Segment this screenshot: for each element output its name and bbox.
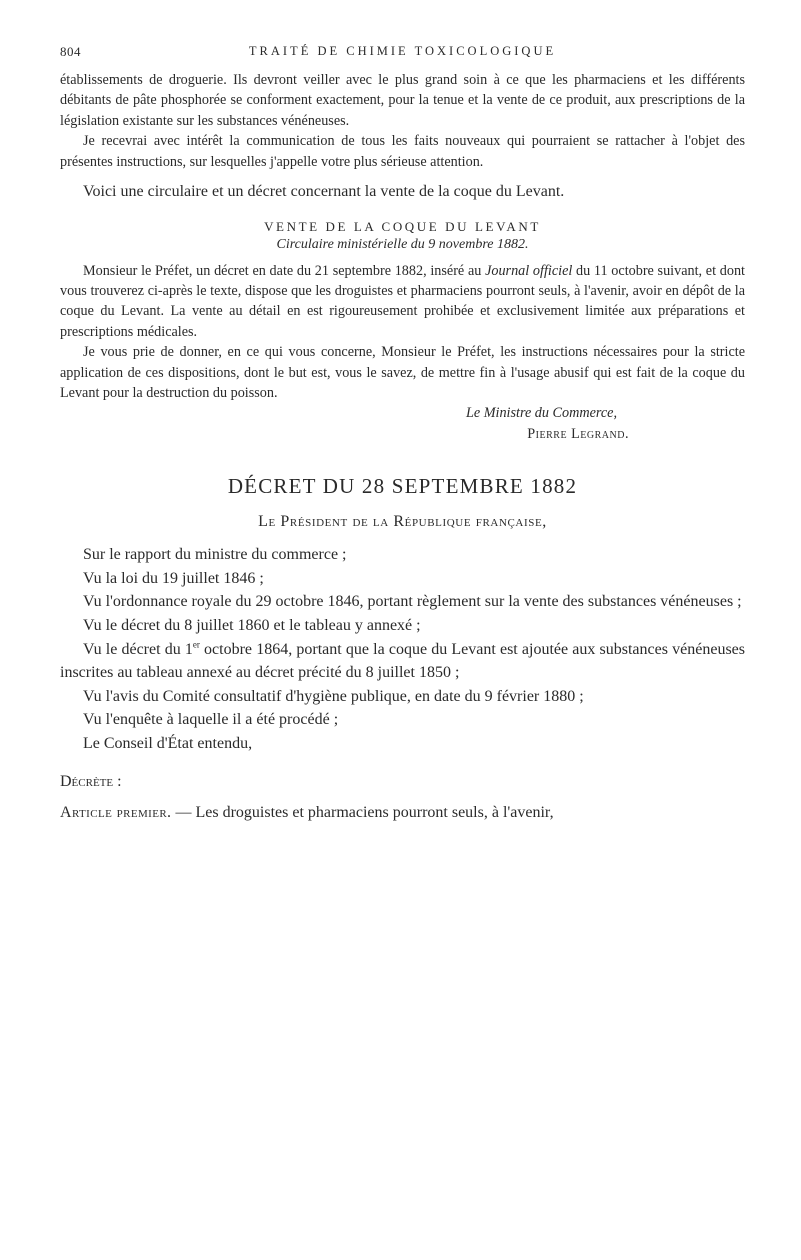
decree-title: DÉCRET DU 28 SEPTEMBRE 1882 (227, 474, 578, 499)
decree-president: Le Président de la République française, (258, 513, 547, 531)
circular-paragraph-1 (60, 261, 745, 343)
decree-line-5 (60, 638, 745, 685)
decree-article-1 (60, 801, 745, 825)
intro-paragraph-3: Voici une circulaire et un décret concernant la vente de la coque du Levant. (83, 183, 565, 201)
decree-line-5-end: octobre 1864, portant que la coque du Levant est ajoutée aux substances vénéneuses inscrites au tableau annexé au décret précité du 8 juillet 1850 ; (60, 640, 745, 682)
intro-paragraph-2: Je recevrai avec intérêt la communication de tous les faits nouveaux qui pourraient se rattacher à l'objet des présentes instructions, sur lesquelles j'appelle votre plus sérieuse attention. (60, 133, 745, 170)
signature-title: Le Ministre du Commerce, (465, 405, 617, 422)
page-body (60, 70, 745, 825)
article-label: Article premier. (60, 804, 172, 822)
decree-line-3: Vu l'ordonnance royale du 29 octobre 1846, portant règlement sur la vente des substances vénéneuses ; (83, 593, 742, 611)
decree-line-5-sup: er (192, 639, 200, 650)
signature-name: Pierre Legrand. (527, 425, 629, 442)
circular-paragraph-2: Je vous prie de donner, en ce qui vous concerne, Monsieur le Préfet, les instructions nécessaires pour la stricte application de ces dispositions, dont le but est, vous le savez, de mettre fin à l'usage abusif qui est fait de la coque du Levant pour la destruction du poisson. (60, 344, 745, 402)
journal-officiel-title: Journal officiel (485, 262, 573, 279)
circular-subtitle: Circulaire ministérielle du 9 novembre 1882. (276, 236, 529, 252)
page-number: 804 (60, 44, 81, 59)
circular-paragraph-1-start: Monsieur le Préfet, un décret en date du 21 septembre 1882, inséré au (83, 262, 486, 279)
decree-line-1: Sur le rapport du ministre du commerce ; (83, 546, 347, 564)
decree-decrete: Décrète : (60, 772, 122, 790)
decree-line-4: Vu le décret du 8 juillet 1860 et le tableau y annexé ; (83, 617, 421, 635)
intro-paragraph-1: établissements de droguerie. Ils devront veiller avec le plus grand soin à ce que les pharmaciens et les différents débitants de pâte phosphorée se conforment exactement, pour la tenue et la vente de ce produit, aux prescriptions de la législation existante sur les substances vénéneuses. (60, 72, 745, 129)
decree-line-6: Vu l'avis du Comité consultatif d'hygiène publique, en date du 9 février 1880 ; (83, 687, 584, 705)
article-text: — Les droguistes et pharmaciens pourront seuls, à l'avenir, (171, 804, 554, 822)
circular-title: VENTE DE LA COQUE DU LEVANT (264, 218, 541, 234)
decree-line-2: Vu la loi du 19 juillet 1846 ; (83, 569, 264, 587)
circular-paragraph-1-end: du 11 octobre suivant, et dont vous trouverez ci-après le texte, dispose que les droguistes et pharmaciens pourront seuls, à l'avenir, avoir en dépôt de la coque du Levant. La vente au détail en est rigoureusement prohibée et exclusivement limitée aux préparations et prescriptions médicales. (60, 262, 745, 340)
decree-line-5-start: Vu le décret du 1 (83, 640, 193, 658)
decree-line-8: Le Conseil d'État entendu, (83, 735, 253, 753)
running-head (60, 44, 745, 64)
decree-line-7: Vu l'enquête à laquelle il a été procédé ; (83, 711, 339, 729)
running-title: TRAITÉ DE CHIMIE TOXICOLOGIQUE (248, 44, 557, 58)
